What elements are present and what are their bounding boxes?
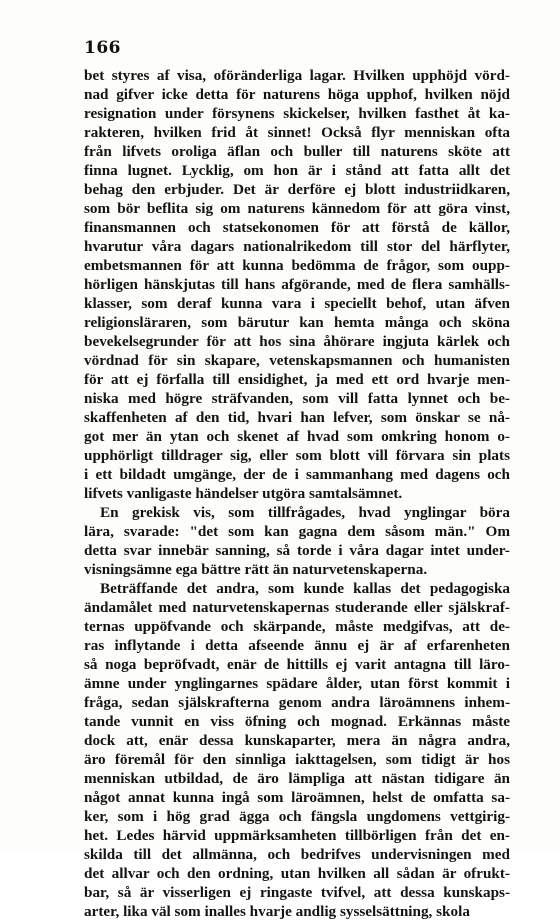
text-line: i ett bildadt umgänge, der de i sammanhang med dagens och	[84, 466, 510, 483]
text-line: Beträffande det andra, som kunde kallas det pedagogiska	[100, 580, 510, 597]
text-line: lära, svarade: "det som kan gagna dem såsom män." Om	[84, 523, 510, 540]
text-line: ker, som i hög grad ägga och fängsla ungdomens vettgirig-	[84, 808, 510, 825]
text-line: så noga bepröfvadt, enär de hittills ej varit antagna till läro-	[84, 656, 510, 673]
text-line: ämne under ynglingarnes spädare ålder, utan först kommit i	[84, 675, 510, 692]
body-text	[84, 66, 510, 921]
text-line: rakteren, hvilken frid åt sinnet! Också flyr menniskan ofta	[84, 124, 510, 141]
text-line: het. Ledes härvid uppmärksamheten tillbörligen från det en-	[84, 827, 510, 844]
paragraph	[84, 66, 510, 503]
text-line: skaffenheten af den tid, hvari han lefver, som önskar se nå-	[84, 409, 510, 426]
text-line: klasser, som deraf kunna vara i speciellt behof, utan äfven	[84, 295, 510, 312]
text-line: från lifvets oroliga äflan och buller till naturens sköte att	[84, 143, 510, 160]
text-line: menniskan utbildad, de äro lämpliga att nästan tidigare än	[84, 770, 510, 787]
paragraph	[84, 579, 510, 921]
text-line: bet styres af visa, oföränderliga lagar. Hvilken upphöjd vörd-	[84, 67, 510, 84]
text-line: något annat kunna ingå som läroämnen, helst de omfatta sa-	[84, 789, 510, 806]
text-line: tande vunnit en viss öfning och mognad. Erkännas måste	[84, 713, 510, 730]
text-line: ändamålet med naturvetenskapernas studerande eller själskraf-	[84, 599, 510, 616]
text-line: upphörligt tilldrager sig, eller som blott vill förvara sin plats	[84, 447, 510, 464]
text-line: visningsämne ega bättre rätt än naturvetenskaperna.	[84, 561, 428, 578]
text-line: för att ej förfalla till ensidighet, ja med ett ord hvarje men-	[84, 371, 510, 388]
text-line: religionsläraren, som bärutur kan hemta många och sköna	[84, 314, 510, 331]
page-number: 166	[84, 38, 121, 58]
text-line: det allvar och den ordning, utan hvilken all sådan är ofrukt-	[84, 865, 510, 882]
text-line: lifvets vanligaste händelser utgöra samtalsämnet.	[84, 485, 403, 502]
text-line: finansmannen och statsekonomen för att förstå de källor,	[84, 219, 510, 236]
text-line: skilda till det allmänna, och bedrifves undervisningen med	[84, 846, 510, 863]
text-line: bevekelsegrunder för att hos sina åhörare ingjuta kärlek och	[84, 333, 510, 350]
text-line: niska med högre sträfvanden, som vill fatta lynnet och be-	[84, 390, 510, 407]
text-line: embetsmannen för att kunna bedömma de frågor, som oupp-	[84, 257, 510, 274]
text-line: vördnad för sin skapare, vetenskapsmannen och humanisten	[84, 352, 510, 369]
text-line: detta svar innebär sanning, så torde i våra dagar intet under-	[84, 542, 510, 559]
text-line: got mer än ytan och skenet af hvad som omkring honom o-	[84, 428, 510, 445]
text-line: resignation under försynens skickelser, hvilken fasthet åt ka-	[84, 105, 510, 122]
text-line: som bör beflita sig om naturens kännedom för att göra vinst,	[84, 200, 510, 217]
text-line: dock att, enär dessa kunskaparter, mera än några andra,	[84, 732, 510, 749]
text-line: nad gifver icke detta för naturens höga upphof, hvilken nöjd	[84, 86, 510, 103]
text-line: En grekisk vis, som tillfrågades, hvad ynglingar böra	[100, 504, 510, 521]
text-line: ras inflytande i detta afseende ännu ej är af erfarenheten	[84, 637, 510, 654]
text-line: bar, så är visserligen ej ringaste tvifvel, att dessa kunskaps-	[84, 884, 510, 901]
text-line: hvarutur våra dagars nationalrikedom till stor del härflyter,	[84, 238, 510, 255]
text-line: behag den erbjuder. Det är derföre ej blott industriidkaren,	[84, 181, 510, 198]
text-line: hörligen hänskjutas till hans afgörande, med de flera samhälls-	[84, 276, 510, 293]
text-line: äro föremål för den sinnliga iakttagelsen, som tidigt är hos	[84, 751, 510, 768]
text-line: fråga, sedan själskrafterna genom andra läroämnens inhem-	[84, 694, 510, 711]
paragraph	[84, 503, 510, 579]
text-line: finna lugnet. Lycklig, om hon är i stånd att fatta allt det	[84, 162, 510, 179]
text-line: arter, lika väl som inalles hvarje andlig sysselsättning, skola	[84, 903, 470, 920]
text-line: ternas uppöfvande och skärpande, måste medgifvas, att de-	[84, 618, 510, 635]
